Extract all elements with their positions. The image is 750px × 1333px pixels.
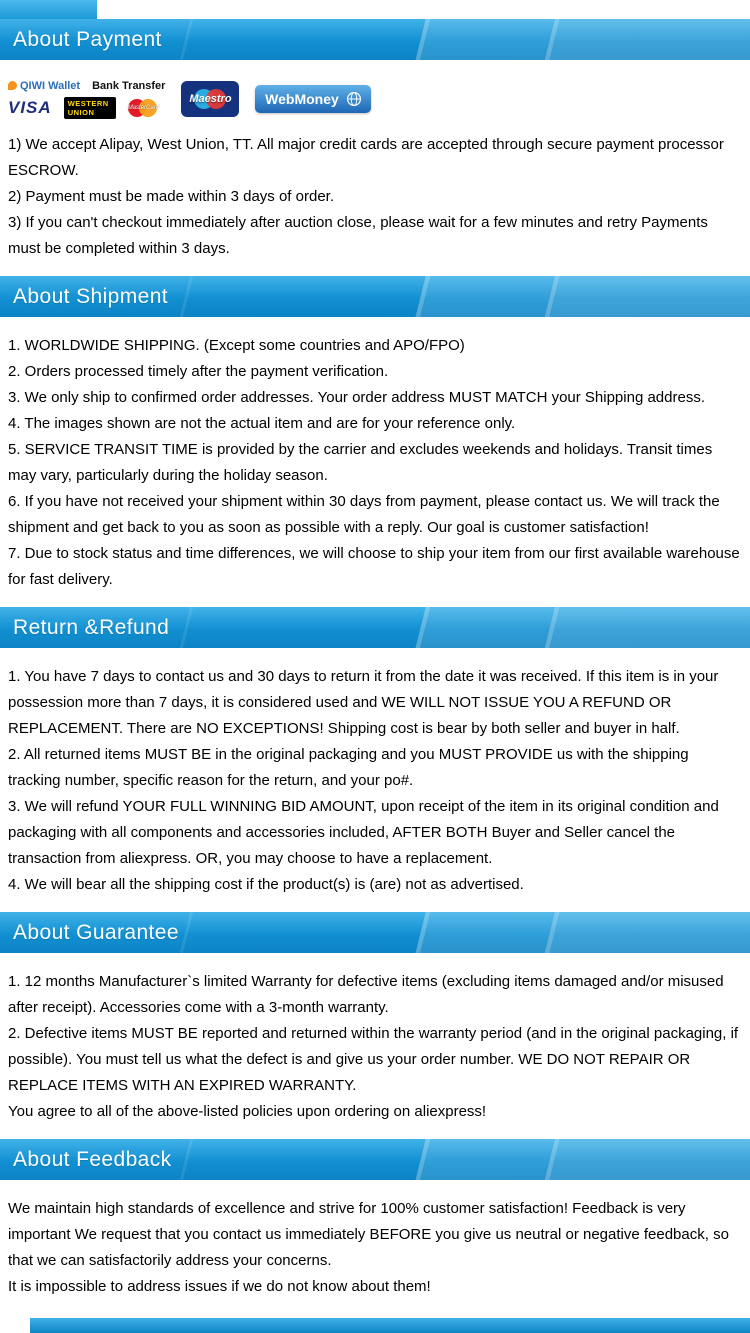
policy-line: 1. You have 7 days to contact us and 30 days to return it from the date it was received. If this item is in your possession more than 7 days, it is considered used and WE WILL NOT ISSUE YOU A REFUND OR REPLACEMENT. There are NO EXCEPTIONS! Shipping cost is bear by both seller and buyer in half. bbox=[8, 668, 719, 737]
qiwi-wallet-label: QIWI Wallet bbox=[20, 79, 81, 92]
policy-line: 3) If you can't checkout immediately after auction close, please wait for a few minutes and retry Payments must be completed within 3 days. bbox=[8, 214, 708, 257]
return-policy-text bbox=[0, 664, 750, 898]
section-title-payment: About Payment bbox=[13, 28, 162, 51]
webmoney-icon bbox=[255, 85, 371, 113]
maestro-icon bbox=[181, 81, 239, 117]
policy-line: 1) We accept Alipay, West Union, TT. All major credit cards are accepted through secure payment processor ESCROW. bbox=[8, 136, 724, 179]
mastercard-orange-circle bbox=[139, 99, 157, 117]
policy-line: It is impossible to address issues if we do not know about them! bbox=[8, 1278, 431, 1295]
policy-line: You agree to all of the above-listed policies upon ordering on aliexpress! bbox=[8, 1103, 487, 1120]
policy-line: 2. All returned items MUST BE in the original packaging and you MUST PROVIDE us with the shipping tracking number, specific reason for the return, and your po#. bbox=[8, 746, 689, 789]
policy-line: 3. We only ship to confirmed order addresses. Your order address MUST MATCH your Shipping address. bbox=[8, 389, 705, 406]
section-title-shipment: About Shipment bbox=[13, 285, 169, 308]
policy-line: 5. SERVICE TRANSIT TIME is provided by the carrier and excludes weekends and holidays. Transit times may vary, particularly during the holiday season. bbox=[8, 441, 713, 484]
payment-logos-group bbox=[8, 80, 165, 119]
policy-line: 7. Due to stock status and time differences, we will choose to ship your item from our first available warehouse for fast delivery. bbox=[8, 545, 740, 588]
webmoney-globe-icon bbox=[346, 91, 362, 107]
policy-line: 4. The images shown are not the actual item and are for your reference only. bbox=[8, 415, 516, 432]
shipment-policy-text bbox=[0, 333, 750, 593]
section-header-payment bbox=[0, 19, 750, 60]
payment-policy-text bbox=[0, 132, 750, 262]
section-title-return: Return &Refund bbox=[13, 616, 170, 639]
policy-line: 2. Defective items MUST BE reported and returned within the warranty period (and in the original packaging, if possible). You must tell us what the defect is and give us your order number. WE DO NOT REPAIR OR REPLACE ITEMS WITH AN EXPIRED WARRANTY. bbox=[8, 1025, 739, 1094]
policy-line: 6. If you have not received your shipment within 30 days from payment, please contact us. We will track the shipment and get back to you as soon as possible with a reply. Our goal is customer satisfaction! bbox=[8, 493, 720, 536]
section-header-return bbox=[0, 607, 750, 648]
payment-methods-strip bbox=[8, 76, 750, 122]
section-header-feedback bbox=[0, 1139, 750, 1180]
section-header-shipment bbox=[0, 276, 750, 317]
visa-icon: VISA bbox=[8, 97, 52, 117]
guarantee-policy-text bbox=[0, 969, 750, 1125]
western-union-icon: WESTERN UNION bbox=[64, 97, 116, 119]
qiwi-dot-icon bbox=[8, 81, 17, 90]
payment-logos-row-2 bbox=[8, 97, 165, 119]
section-about-shipment bbox=[0, 276, 750, 593]
policy-line: 4. We will bear all the shipping cost if the product(s) is (are) not as advertised. bbox=[8, 876, 524, 893]
policy-line: 2) Payment must be made within 3 days of order. bbox=[8, 188, 334, 205]
top-decoration-bar bbox=[0, 0, 97, 19]
section-about-payment bbox=[0, 19, 750, 262]
policy-line: 2. Orders processed timely after the payment verification. bbox=[8, 363, 389, 380]
section-title-feedback: About Feedback bbox=[13, 1148, 172, 1171]
section-return-refund bbox=[0, 607, 750, 898]
qiwi-wallet-icon bbox=[8, 80, 80, 92]
payment-logos-row-1 bbox=[8, 80, 165, 92]
section-header-guarantee bbox=[0, 912, 750, 953]
section-about-guarantee bbox=[0, 912, 750, 1125]
bottom-decoration-bar bbox=[30, 1318, 750, 1333]
policy-line: 3. We will refund YOUR FULL WINNING BID AMOUNT, upon receipt of the item in its original condition and packaging with all components and accessories included, AFTER BOTH Buyer and Seller cancel the transaction from aliexpress. OR, you may choose to have a replacement. bbox=[8, 798, 719, 867]
policy-line: We maintain high standards of excellence and strive for 100% customer satisfaction! Feedback is very important We request that you contact us immediately BEFORE you give us neutral or negative feedback, so that we can satisfactorily address your concerns. bbox=[8, 1200, 729, 1269]
mastercard-icon bbox=[127, 99, 160, 117]
bank-transfer-icon: Bank Transfer bbox=[92, 79, 166, 92]
webmoney-label: WebMoney bbox=[265, 91, 339, 107]
maestro-label: Maestro bbox=[189, 93, 232, 105]
feedback-policy-text bbox=[0, 1196, 750, 1300]
policy-line: 1. WORLDWIDE SHIPPING. (Except some countries and APO/FPO) bbox=[8, 337, 465, 354]
mastercard-label: MasterCard bbox=[127, 104, 160, 111]
policy-line: 1. 12 months Manufacturer`s limited Warranty for defective items (excluding items damaged and/or misused after receipt). Accessories come with a 3-month warranty. bbox=[8, 973, 724, 1016]
section-title-guarantee: About Guarantee bbox=[13, 921, 179, 944]
